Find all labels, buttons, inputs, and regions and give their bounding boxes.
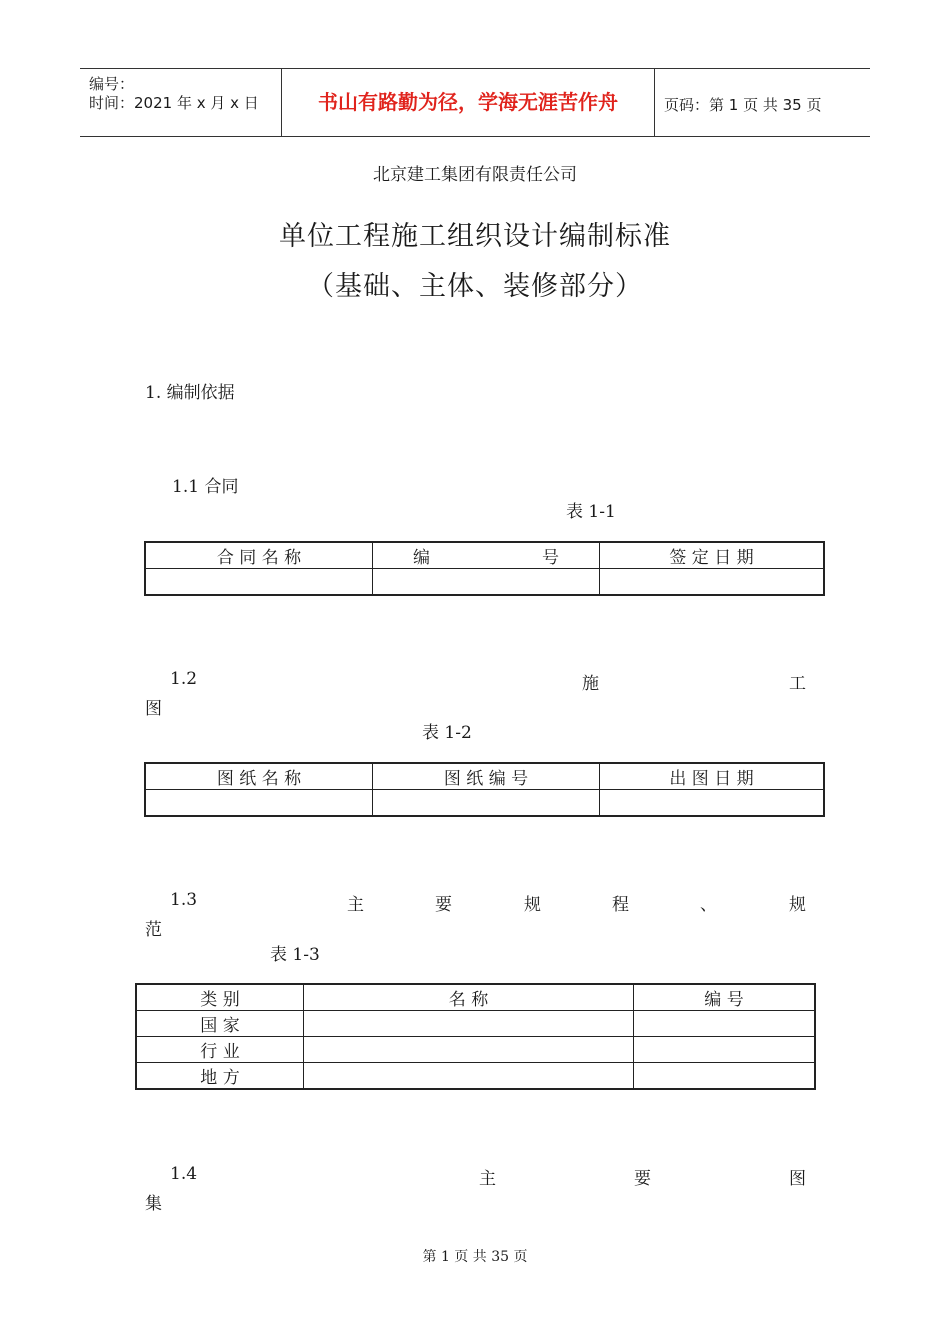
section-heading: 1. 编制依据 bbox=[145, 383, 235, 403]
table-cell bbox=[634, 1011, 816, 1037]
heading-word: 施 bbox=[582, 674, 599, 694]
row-category: 行 业 bbox=[136, 1037, 304, 1063]
heading-word: 1.2 bbox=[170, 669, 198, 689]
header-left-cell bbox=[80, 69, 280, 136]
heading-word: 要 bbox=[634, 1169, 651, 1189]
table-1-1 bbox=[144, 541, 825, 596]
document-subtitle: （基础、主体、装修部分） bbox=[307, 271, 643, 302]
subsection-heading-1-2 bbox=[170, 669, 806, 694]
subsection-heading-1-4 bbox=[170, 1164, 806, 1189]
motto-text: 书山有路勤为径，学海无涯苦作舟 bbox=[318, 90, 618, 114]
heading-word: 1.3 bbox=[170, 890, 198, 910]
heading-wrap: 范 bbox=[145, 920, 162, 940]
heading-word: 工 bbox=[789, 674, 806, 694]
time-label: 时间：2021 年 x 月 x 日 bbox=[89, 94, 259, 112]
table-header-cell: 名 称 bbox=[304, 984, 634, 1011]
table-header-cell: 图 纸 名 称 bbox=[145, 763, 373, 790]
subsection-heading-1-3 bbox=[170, 890, 806, 915]
heading-word: 规 bbox=[524, 895, 541, 915]
page-info: 页码：第 1 页 共 35 页 bbox=[664, 96, 822, 114]
table-cell bbox=[304, 1011, 634, 1037]
row-category: 国 家 bbox=[136, 1011, 304, 1037]
table-1-3 bbox=[135, 983, 816, 1090]
header-char: 编 bbox=[413, 548, 430, 568]
table-header-cell: 编 号 bbox=[634, 984, 816, 1011]
table-cell bbox=[634, 1037, 816, 1063]
table-header-cell: 图 纸 编 号 bbox=[373, 763, 600, 790]
heading-word: 规 bbox=[789, 895, 806, 915]
table-cell bbox=[373, 569, 600, 595]
table-cell bbox=[304, 1037, 634, 1063]
header-char: 号 bbox=[542, 548, 559, 568]
heading-wrap: 集 bbox=[145, 1194, 162, 1214]
row-category: 地 方 bbox=[136, 1063, 304, 1090]
table-cell bbox=[145, 790, 373, 816]
table-header-cell: 合 同 名 称 bbox=[145, 542, 373, 569]
table-cell bbox=[600, 790, 825, 816]
table-header-cell: 出 图 日 期 bbox=[600, 763, 825, 790]
document-title: 单位工程施工组织设计编制标准 bbox=[279, 221, 671, 252]
number-label: 编号： bbox=[89, 75, 135, 93]
table-label-1-1: 表 1-1 bbox=[566, 502, 616, 522]
page-header bbox=[80, 68, 870, 137]
heading-word: 1.4 bbox=[170, 1164, 198, 1184]
table-header-cell bbox=[373, 542, 600, 569]
header-motto-cell bbox=[281, 69, 655, 136]
table-cell bbox=[373, 790, 600, 816]
table-header-cell: 签 定 日 期 bbox=[600, 542, 825, 569]
heading-wrap: 图 bbox=[145, 699, 162, 719]
heading-word: 、 bbox=[700, 895, 717, 915]
table-header-cell: 类 别 bbox=[136, 984, 304, 1011]
heading-word: 要 bbox=[435, 895, 452, 915]
table-1-2 bbox=[144, 762, 825, 817]
heading-word: 主 bbox=[479, 1169, 496, 1189]
table-cell bbox=[145, 569, 373, 595]
company-name: 北京建工集团有限责任公司 bbox=[373, 165, 577, 185]
table-cell bbox=[304, 1063, 634, 1090]
table-cell bbox=[600, 569, 825, 595]
heading-word: 程 bbox=[612, 895, 629, 915]
table-label-1-2: 表 1-2 bbox=[422, 723, 472, 743]
heading-word: 图 bbox=[789, 1169, 806, 1189]
table-label-1-3: 表 1-3 bbox=[270, 945, 320, 965]
page-footer: 第 1 页 共 35 页 bbox=[422, 1249, 528, 1265]
heading-word: 主 bbox=[347, 895, 364, 915]
subsection-heading-1-1: 1.1 合同 bbox=[172, 477, 239, 497]
table-cell bbox=[634, 1063, 816, 1090]
header-right-cell bbox=[655, 69, 870, 136]
